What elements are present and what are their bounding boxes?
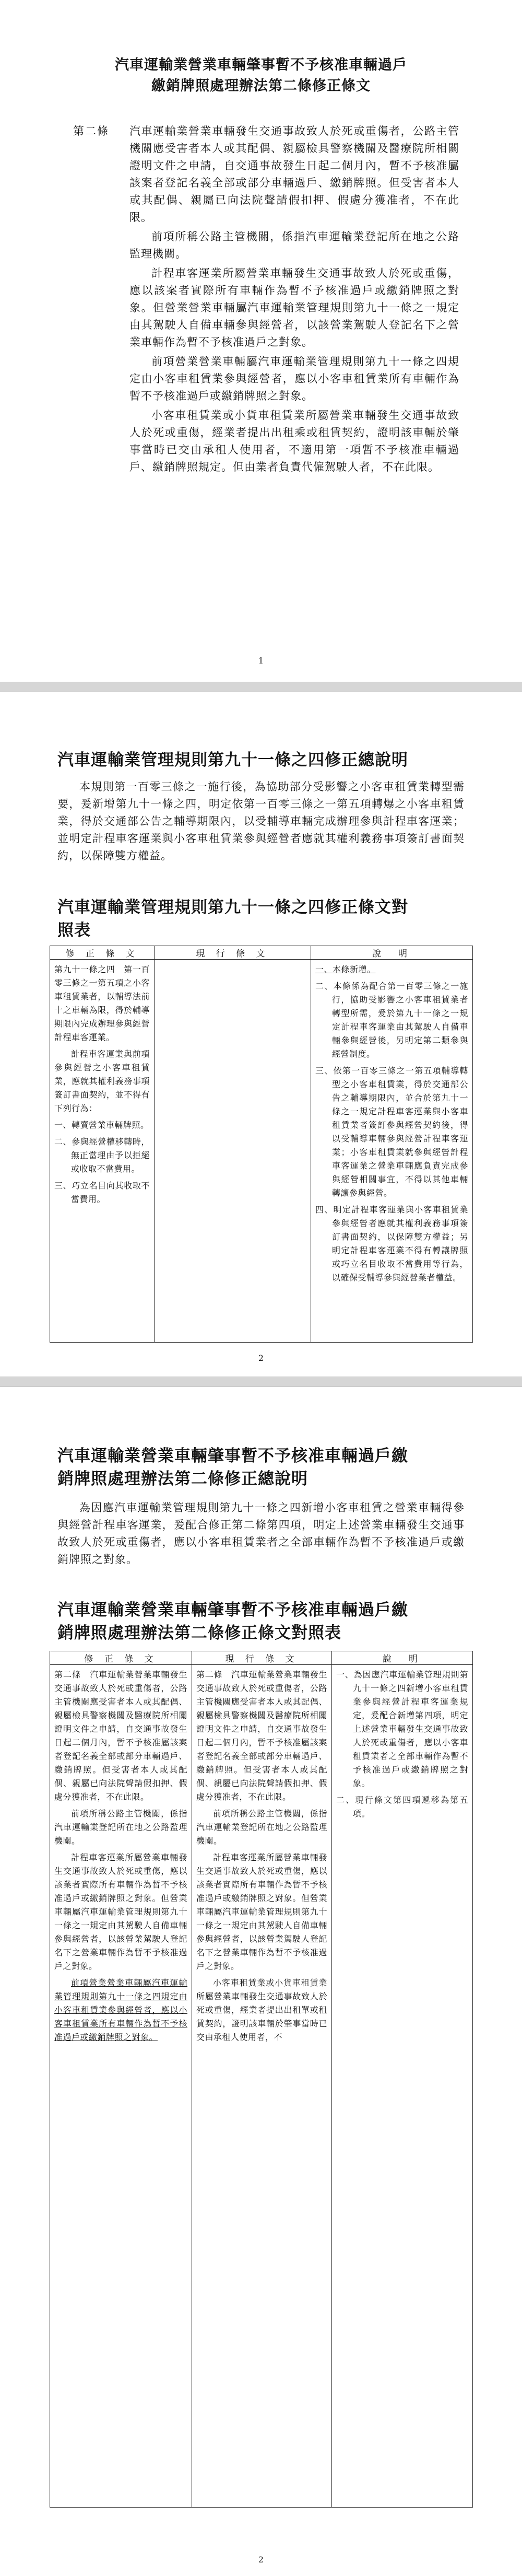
general-explanation-paragraph: 為因應汽車運輸業管理規則第九十一條之四新增小客車租賃之營業車輛得參與經營計程車客運業，爰配合修正第二條第四項，明定上述營業車輛發生交通事故致人於死或重傷者，應以小客車租賃業者之全部車輛作為暫不予核准過戶或繳銷牌照之對象。 (57, 1501, 465, 1566)
amended-paragraph: 第九十一條之四 第一百零三條之一第五項之小客車租賃業者，以輔導法前十之車輛為限，得於輔導期限內完成辦理參與經營計程車客運業。 (54, 964, 150, 1042)
section-title-comparison-table (57, 1599, 475, 1645)
explanation-item: 一、本條新增。 (315, 964, 376, 974)
section-title-comparison-table (57, 896, 475, 942)
article-paragraph: 前項營業營業車輛屬汽車運輸業管理規則第九十一條之四規定由小客車租賃業參與經營者，應以小客車租賃業所有車輛作為暫不予核准過戶或繳銷牌照之對象。 (129, 355, 459, 402)
explanation-item: 二、現行條文第四項遞移為第五項。 (336, 1795, 468, 1819)
amended-paragraph: 計程車客運業所屬營業車輛發生交通事故致人於死或重傷，應以該業者實際所有車輛作為暫不予核准過戶或繳銷牌照之對象。但營業車輛屬汽車運輸業管理規則第九十一條之一規定由其駕駛人自備車輛參與經營者，以該營業駕駛人登記名下之營業車輛作為暫不予核准過戶之對象。 (54, 1852, 187, 1971)
title-line-2: 繳銷牌照處理辦法第二條修正條文 (151, 78, 371, 94)
column-header-current: 現 行 條 文 (192, 1651, 332, 1665)
amended-list-item: 三、巧立名目向其收取不當費用。 (54, 1181, 150, 1204)
amended-underlined-paragraph: 前項營業營業車輛屬汽車運輸業管理規則第九十一條之四規定由小客車租賃業參與經營者，應以小客車租賃業所有車輛作為暫不予核准過戶或繳銷牌照之對象。 (54, 1978, 187, 2042)
general-explanation-body (57, 1499, 465, 1571)
current-paragraph: 第二條 汽車運輸業營業車輛發生交通事故致人於死或重傷者，公路主管機關應受害者本人或其配偶、親屬檢具警察機關及醫療院所相關證明文件之申請，自交通事故發生日起二個月內，暫不予核准屬該案者登記名義全部或部分車輛過戶、繳銷牌照。但受害者本人或其配偶、親屬已向法院聲請假扣押、假處分獲准者，不在此限。 (196, 1670, 327, 1802)
current-text-cell (155, 960, 311, 1343)
explanation-cell (332, 1665, 473, 2508)
current-text-cell (192, 1665, 332, 2508)
explanation-item: 四、明定計程車客運業與小客車租賃業參與經營者應就其權利義務事項簽訂書面契約，以保障雙方權益；另明定計程車客運業不得有轉讓牌照或巧立名目收取不當費用等行為，以確保受輔導參與經營業者權益。 (315, 1205, 468, 1283)
amended-paragraph: 計程車客運業與前項參與經營之小客車租賃業，應就其權利義務事項簽訂書面契約，並不得有下列行為： (54, 1049, 150, 1113)
comparison-title-line-1: 汽車運輸業營業車輛肇事暫不予核准車輛過戶繳 (57, 1601, 408, 1619)
current-paragraph: 前項所稱公路主管機關，係指汽車運輸業登記所在地之公路監理機關。 (196, 1809, 327, 1846)
page-number: 2 (258, 1353, 264, 1363)
article-paragraph: 計程車客運業所屬營業車輛發生交通事故致人於死或重傷，應以該案者實際所有車輛作為暫不予核准過戶或繳銷牌照之對象。但營業營業車輛屬汽車運輸業管理規則第九十一條之一規定由其駕駛人自備車輛參與經營者，以該營業駕駛人登記名下之營業車輛作為暫不予核准過戶之對象。 (129, 267, 459, 348)
title-line-1: 汽車運輸業營業車輛肇事暫不予核准車輛過戶 (115, 57, 407, 73)
column-header-amended: 修 正 條 文 (50, 946, 155, 960)
current-paragraph: 計程車客運業所屬營業車輛發生交通事故致人於死或重傷，應以該業者實際所有車輛作為暫不予核准過戶或繳銷牌照之對象。但營業車輛屬汽車運輸業管理規則第九十一條之一規定由其駕駛人自備車輛參與經營者，以該營業駕駛人登記名下之營業車輛作為暫不予核准過戶之對象。 (196, 1852, 327, 1971)
comparison-title-line-2: 銷牌照處理辦法第二條修正條文對照表 (57, 1624, 341, 1642)
page-number: 1 (258, 656, 264, 666)
article-body (129, 123, 459, 478)
table-row (50, 1665, 473, 2508)
current-paragraph: 小客車租賃業或小貨車租賃業所屬營業車輛發生交通事故致人於死或重傷，經業者提出出租單或租賃契約，證明該車輛於肇事當時已交由承租人使用者，不 (196, 1978, 327, 2042)
table-row (50, 960, 473, 1343)
article-label: 第二條 (73, 125, 109, 137)
column-header-current: 現 行 條 文 (155, 946, 311, 960)
amended-list-item: 一、轉賣營業車輛牌照。 (54, 1120, 149, 1130)
amended-list-item: 二、參與經營權移轉時，無正當理由予以拒絕或收取不當費用。 (54, 1137, 150, 1174)
amended-paragraph: 第二條 汽車運輸業營業車輛發生交通事故致人於死或重傷者，公路主管機關應受害者本人或其配偶、親屬檢具警察機關及醫療院所相關證明文件之申請，自交通事故發生日起二個月內，暫不予核准屬該案者登記名義全部或部分車輛過戶、繳銷牌照。但受害者本人或其配偶、親屬已向法院聲請假扣押、假處分獲准者，不在此限。 (54, 1670, 187, 1802)
comparison-title-line-2: 照表 (57, 921, 91, 940)
comparison-table (50, 946, 473, 1343)
page-number: 2 (258, 2555, 264, 2565)
document-page-2 (0, 692, 522, 1377)
explanation-item: 二、本條係為配合第一百零三條之一施行，協助受影響之小客車租賃業者轉型所需，爰於第九十一條之一規定計程車客運業由其駕駛人自備車輛參與經營後，另明定第二類參與經營制度。 (315, 981, 468, 1059)
explanation-item: 三、依第一百零三條之一第五項輔導轉型之小客車租賃業，得於交通部公告之輔導期限內，並合於第九十一條之一規定計程車客運業與小客車租賃業者簽訂參與經營契約後，得以受輔導車輛參與經營計程車客運業；小客車租賃業就參與經營計程車客運業之營業車輛應負責完成參與經營相關事宜，不得以其他車輛轉讓參與經營。 (315, 1066, 468, 1198)
amended-text-cell (50, 960, 155, 1343)
article-paragraph: 汽車運輸業營業車輛發生交通事故致人於死或重傷者，公路主管機關應受害者本人或其配偶、親屬檢具警察機關及醫療院所相關證明文件之申請，自交通事故發生日起二個月內，暫不予核准屬該案者登記名義全部或部分車輛過戶、繳銷牌照。但受害者本人或其配偶、親屬已向法院聲請假扣押、假處分獲准者，不在此限。 (129, 125, 459, 224)
general-title-line-2: 銷牌照處理辦法第二條修正總說明 (57, 1470, 308, 1488)
document-title (63, 55, 459, 97)
section-title-general-explanation (57, 1444, 475, 1490)
explanation-item: 一、為因應汽車運輸業管理規則第九十一條之四新增小客車租賃業參與經營計程車客運業規定，爰配合新增第四項，明定上述營業車輛發生交通事故致人於死或重傷者，應以小客車租賃業者之全部車輛作為暫不予核准過戶或繳銷牌照之對象。 (336, 1670, 468, 1788)
general-explanation-paragraph: 本規則第一百零三條之一施行後，為協助部分受影響之小客車租賃業轉型需要，爰新增第九十一條之四，明定依第一百零三條之一第五項轉爆之小客車租賃業，得於交通部公告之輔導期限內，以受輔導車輛完成辦理參與計程車客運業；並明定計程車客運業與小客車租賃業參與經營者應就其權利義務事項簽訂書面契約，以保障雙方權益。 (57, 780, 465, 862)
column-header-explanation: 說 明 (311, 946, 473, 960)
article-paragraph: 前項所稱公路主管機關，係指汽車運輸業登記所在地之公路監理機關。 (129, 230, 459, 260)
article-paragraph: 小客車租賃業或小貨車租賃業所屬營業車輛發生交通事故致人於死或重傷，經業者提出出租乘或租賃契約，證明該車輛於肇事當時已交由承租人使用者，不適用第一項暫不予核准車輛過戶、繳銷牌照規定。但由業者負責代僱駕駛人者，不在此限。 (129, 409, 459, 473)
document-page-1 (0, 0, 522, 682)
general-title-line-1: 汽車運輸業營業車輛肇事暫不予核准車輛過戶繳 (57, 1447, 408, 1465)
amended-text-cell (50, 1665, 192, 2508)
general-explanation-body (57, 778, 465, 868)
column-header-amended: 修 正 條 文 (50, 1651, 192, 1665)
comparison-table (50, 1651, 473, 2508)
section-title-general-explanation: 汽車運輸業管理規則第九十一條之四修正總說明 (57, 751, 408, 770)
document-page-3 (0, 1387, 522, 2576)
amended-paragraph: 前項所稱公路主管機關，係指汽車運輸業登記所在地之公路監理機關。 (54, 1809, 187, 1846)
comparison-title-line-1: 汽車運輸業管理規則第九十一條之四修正條文對 (57, 898, 408, 917)
column-header-explanation: 說 明 (332, 1651, 473, 1665)
explanation-cell (311, 960, 473, 1343)
